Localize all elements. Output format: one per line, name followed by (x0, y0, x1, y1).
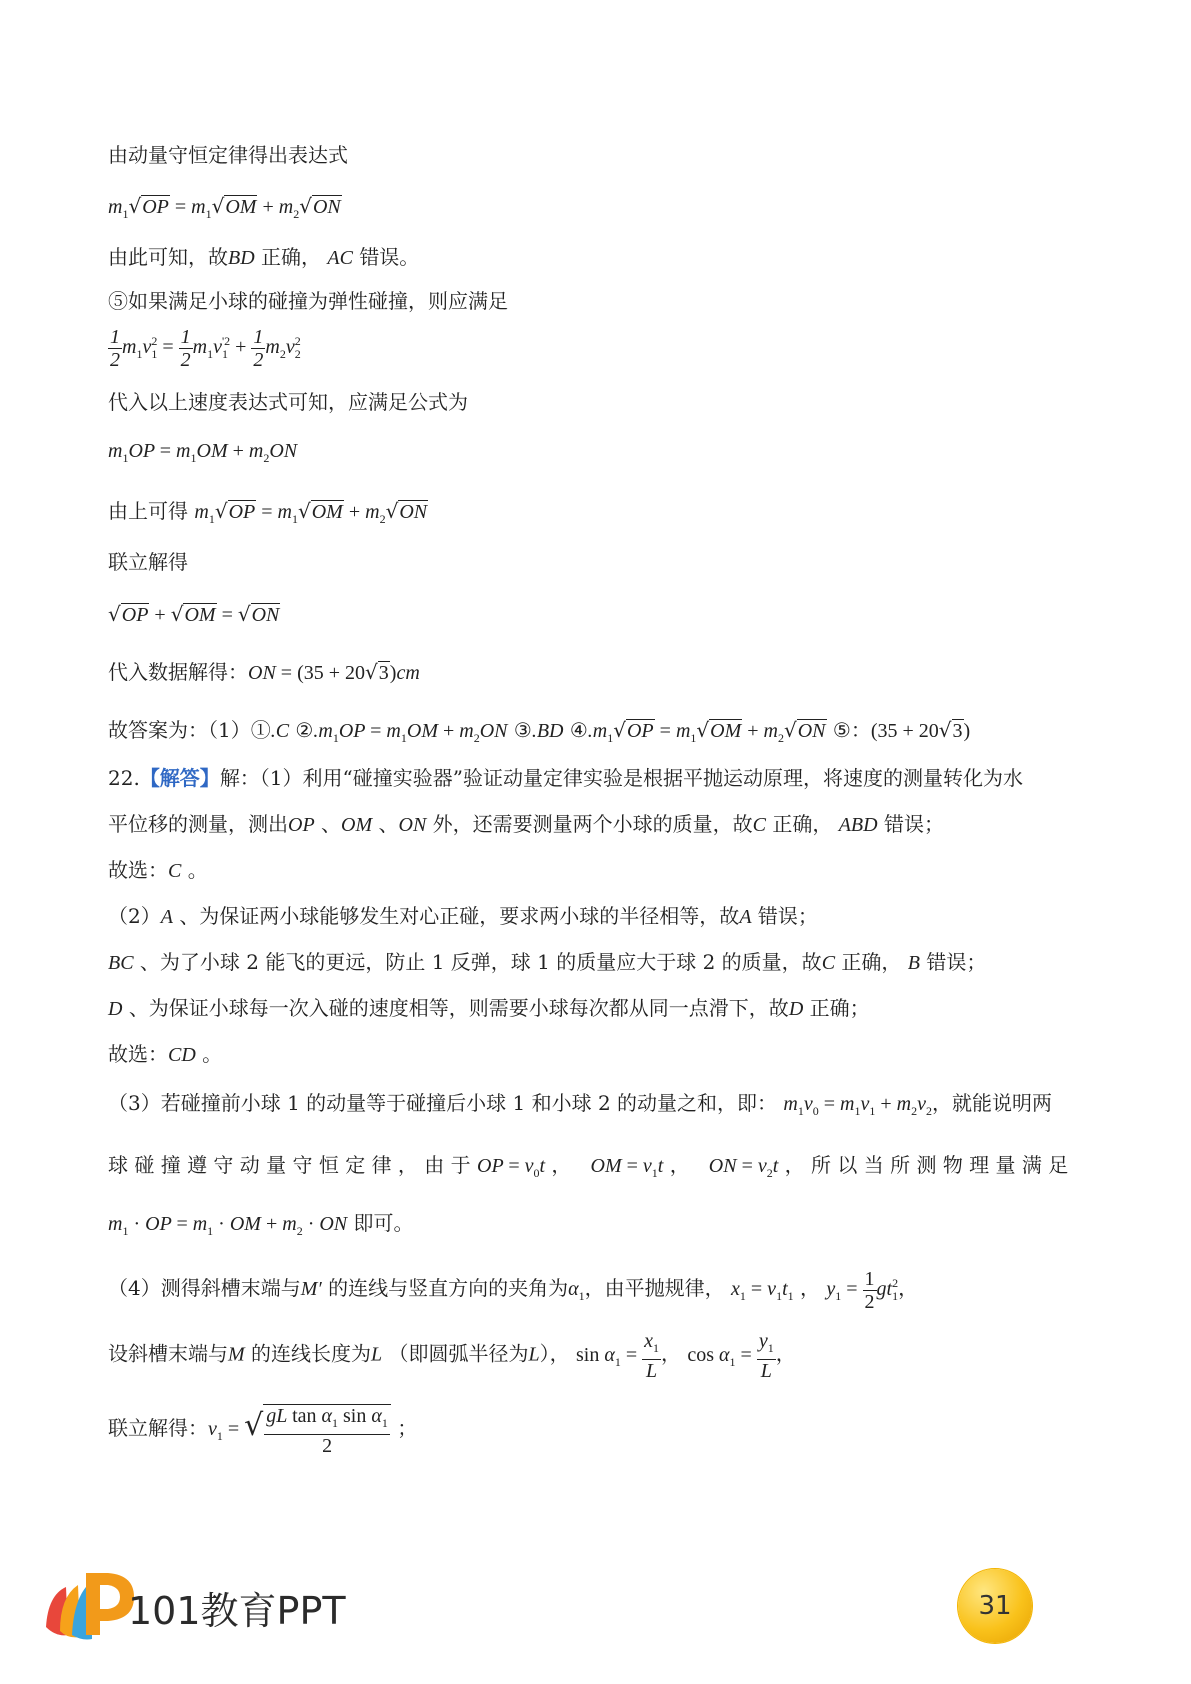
logo-text: 101教育PPT (128, 1589, 346, 1633)
text-line: （3）若碰撞前小球 1 的动量等于碰撞后小球 1 和小球 2 的动量之和，即： $m_1v_0 = m_1v_1 + m_2v_2$，就能说明两 (108, 1091, 1052, 1118)
equation-sqrt-sum: √OP + √OM = √ON (108, 602, 280, 626)
text-line: 故选：CD 。 (108, 1042, 223, 1066)
text-line: 联立解得 (108, 550, 188, 574)
page-number-badge (958, 1569, 1032, 1643)
equation-momentum-sqrt: $m_1√OP = m_1√OM + m_2√ON$ (108, 194, 341, 221)
page-number: 31 (978, 1591, 1012, 1621)
text-line: 球 碰 撞 遵 守 动 量 守 恒 定 律 ， 由 于 OP = $v_0t$ ， OM = $v_1t$ ， ON = $v_2t$ ， 所 以 当 所 测 物 理 量 满 足 (108, 1153, 1069, 1180)
text-line: 联立解得：$v_1$ = √ $\frac{gL \tan \alpha_1 \sin \alpha_1}{2}$ ； (108, 1405, 418, 1457)
text-line: 由动量守恒定律得出表达式 (108, 143, 348, 167)
text-line: 由上可得 $m_1√OP = m_1√OM + m_2√ON$ (108, 499, 428, 526)
text-line: BC 、为了小球 2 能飞的更远，防止 1 反弹，球 1 的质量应大于球 2 的质量，故C 正确， B 错误； (108, 950, 987, 974)
text-line: 设斜槽末端与M 的连线长度为L （即圆弧半径为L）， $\sin \alpha_1$ = $\frac{x_1}{L}$ ， $\cos \alpha_1$ = $\frac{y_1}{L}$ ， (108, 1330, 796, 1382)
text-line: ⑤如果满足小球的碰撞为弹性碰撞，则应满足 (108, 289, 508, 313)
text-line: 代入以上速度表达式可知，应满足公式为 (108, 390, 468, 414)
text-line: $m_1$ · OP = $m_1$ · OM + $m_2$ · ON 即可。 (108, 1211, 414, 1238)
text-line: 由此可知，故BD 正确， AC 错误。 (108, 245, 420, 269)
text-line: 平位移的测量，测出OP 、OM 、ON 外，还需要测量两个小球的质量，故C 正确， ABD 错误； (108, 812, 944, 836)
equation-energy: $\frac{1}{2}$ $m_1v_1^2$ = $\frac{1}{2}$ $m_1v_1^{'2}$ + $\frac{1}{2}$ $m_2v_2^2$ (110, 326, 301, 371)
text-line: D 、为保证小球每一次入碰的速度相等，则需要小球每次都从同一点滑下，故D 正确； (108, 996, 870, 1020)
text-line: （2）A 、为保证两小球能够发生对心正碰，要求两小球的半径相等，故A 错误； (108, 904, 818, 928)
solution-header: 22.【解答】解：（1）利用“碰撞实验器”验证动量定律实验是根据平抛运动原理，将速度的测量转化为水 (108, 766, 1023, 790)
equation-momentum-linear: $m_1OP = m_1OM + m_2ON$ (108, 440, 298, 465)
answer-summary: 故答案为：（1）①.C $②.m_1OP = m_1OM + m_2ON$ ③.BD $④.m_1√OP = m_1√OM + m_2√ON$ ⑤：(35 + 20√3) (108, 718, 971, 745)
text-line: （4）测得斜槽末端与M′ 的连线与竖直方向的夹角为$\alpha_1$，由平抛规律， $x_1 = v_1t_1$ ， $y_1$ = $\frac{1}{2}$ $gt_1^2$， (108, 1268, 919, 1313)
text-line: 代入数据解得：ON = (35 + 20√3)cm (108, 660, 420, 684)
text-line: 故选：C 。 (108, 858, 208, 882)
